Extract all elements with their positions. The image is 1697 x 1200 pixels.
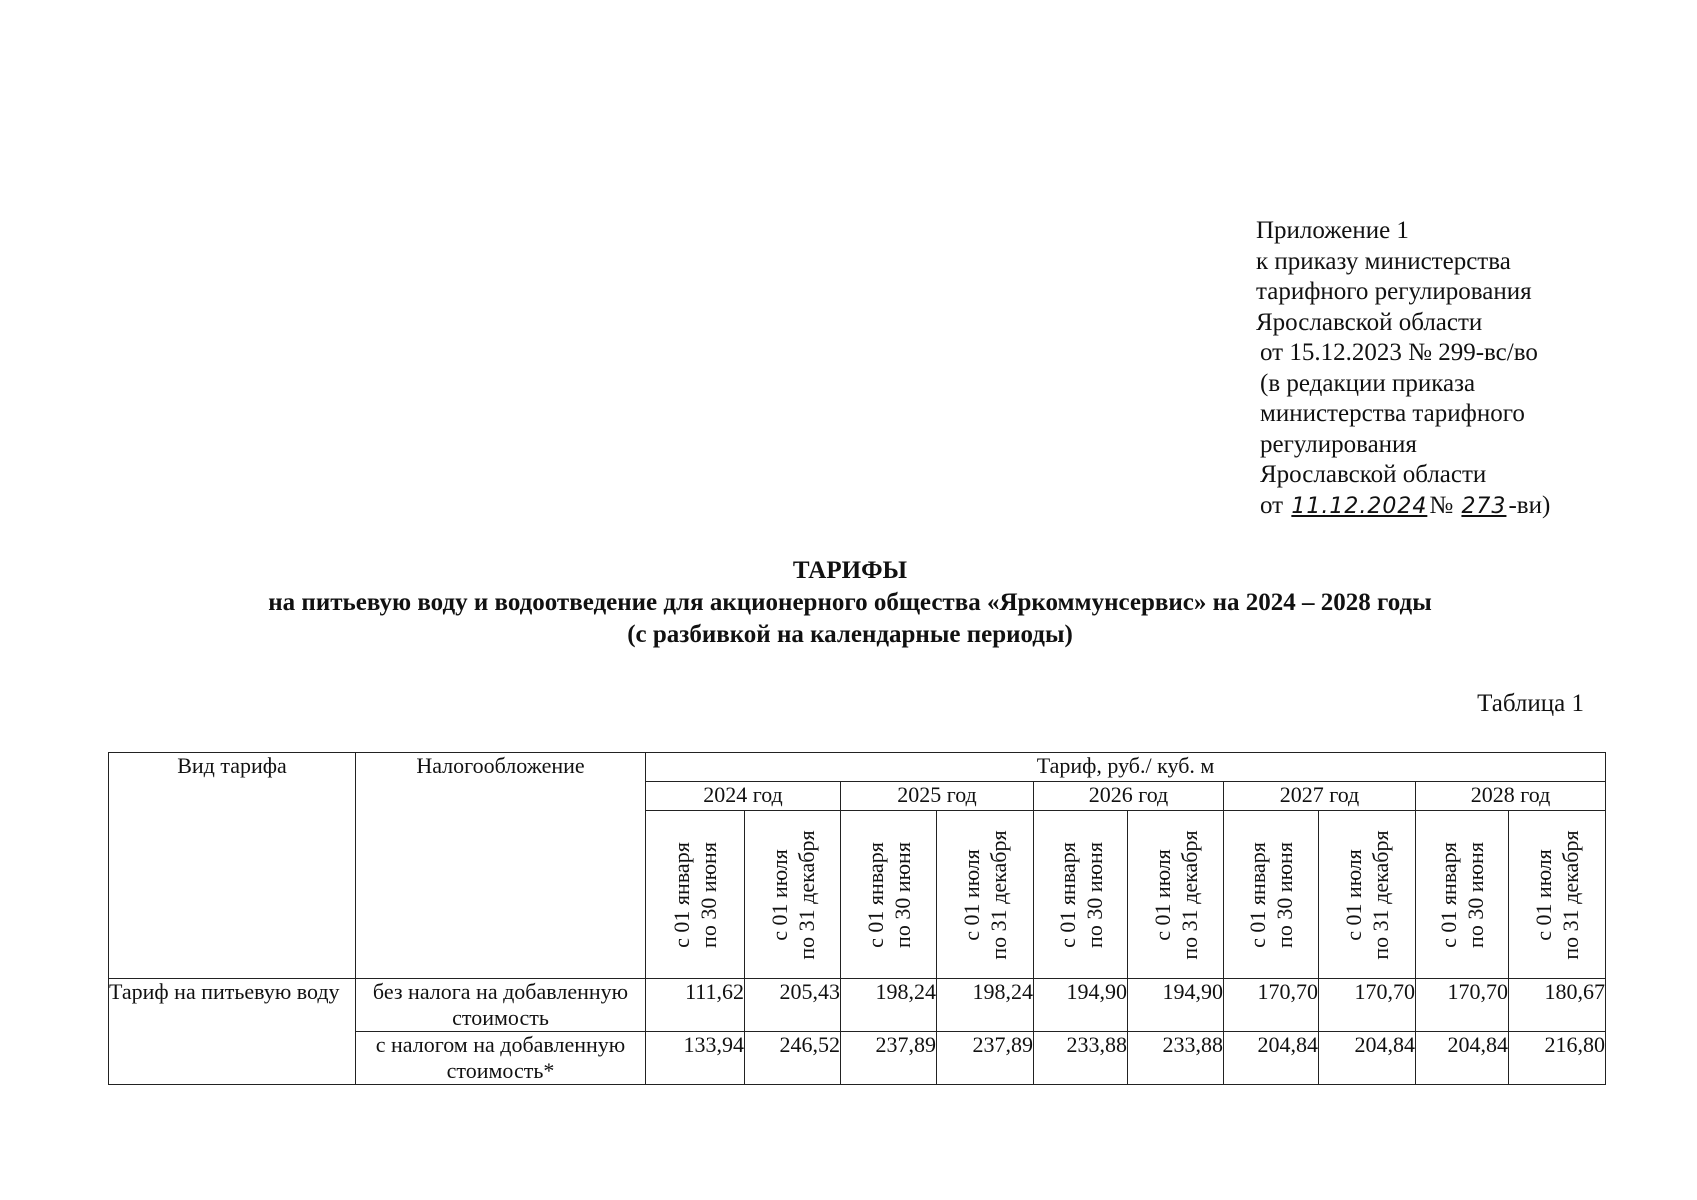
header-taxation: Налогообложение	[356, 753, 646, 979]
header-year: 2028 год	[1416, 782, 1606, 811]
table-row	[109, 979, 1606, 1032]
header-year: 2024 год	[646, 782, 841, 811]
header-period-first-half: с 01 января по 30 июня	[841, 811, 937, 979]
value-cell: 216,80	[1509, 1032, 1606, 1085]
table-label: Таблица 1	[1477, 690, 1584, 717]
value-cell: 233,88	[1128, 1032, 1224, 1085]
header-period-first-half: с 01 января по 30 июня	[1034, 811, 1128, 979]
header-period-second-half: с 01 июля по 31 декабря	[745, 811, 841, 979]
value-cell: 246,52	[745, 1032, 841, 1085]
annex-block	[1256, 216, 1550, 522]
annex-line: Ярославской области	[1260, 461, 1487, 488]
document-subtitle: на питьевую воду и водоотведение для акционерного общества «Яркоммунсервис» на 2024 – 2028 годы	[268, 589, 1432, 616]
header-period-second-half: с 01 июля по 31 декабря	[1128, 811, 1224, 979]
value-cell: 233,88	[1034, 1032, 1128, 1085]
header-tariff-unit: Тариф, руб./ куб. м	[646, 753, 1606, 782]
value-cell: 180,67	[1509, 979, 1606, 1032]
header-period-second-half: с 01 июля по 31 декабря	[937, 811, 1034, 979]
value-cell: 237,89	[937, 1032, 1034, 1085]
header-year: 2027 год	[1224, 782, 1416, 811]
header-period-second-half: с 01 июля по 31 декабря	[1319, 811, 1416, 979]
header-year: 2026 год	[1034, 782, 1224, 811]
annex-line: от 15.12.2023 № 299-вс/во	[1260, 339, 1538, 366]
header-year: 2025 год	[841, 782, 1034, 811]
value-cell: 170,70	[1319, 979, 1416, 1032]
handwritten-number: 273	[1461, 493, 1507, 519]
tariff-kind-cell: Тариф на питьевую воду	[109, 979, 356, 1085]
annex-line: (в редакции приказа	[1260, 369, 1476, 397]
header-period-second-half: с 01 июля по 31 декабря	[1509, 811, 1606, 979]
annex-line: к приказу министерства	[1256, 247, 1511, 275]
tariff-table	[108, 752, 1606, 1085]
value-cell: 198,24	[937, 979, 1034, 1032]
value-cell: 111,62	[646, 979, 745, 1032]
annex-line: регулирования	[1260, 430, 1417, 458]
number-sign: №	[1429, 491, 1454, 519]
value-cell: 204,84	[1224, 1032, 1319, 1085]
value-cell: 198,24	[841, 979, 937, 1032]
value-cell: 133,94	[646, 1032, 745, 1085]
taxation-cell: с налогом на добавленную стоимость*	[356, 1032, 646, 1085]
annex-suffix: -ви)	[1508, 491, 1551, 519]
handwritten-date: 11.12.2024	[1291, 493, 1428, 519]
value-cell: 204,84	[1416, 1032, 1509, 1085]
document-title-block	[100, 555, 1600, 651]
header-period-first-half: с 01 января по 30 июня	[646, 811, 745, 979]
value-cell: 237,89	[841, 1032, 937, 1085]
annex-amendment-line	[1256, 491, 1550, 523]
header-tariff-kind: Вид тарифа	[109, 753, 356, 979]
annex-line: министерства тарифного	[1260, 400, 1525, 427]
header-period-first-half: с 01 января по 30 июня	[1224, 811, 1319, 979]
value-cell: 194,90	[1034, 979, 1128, 1032]
value-cell: 204,84	[1319, 1032, 1416, 1085]
value-cell: 170,70	[1416, 979, 1509, 1032]
value-cell: 194,90	[1128, 979, 1224, 1032]
document-title: ТАРИФЫ	[792, 557, 908, 584]
document-subtitle-period: (с разбивкой на календарные периоды)	[627, 621, 1073, 648]
annex-line: Ярославской области	[1256, 308, 1483, 336]
value-cell: 205,43	[745, 979, 841, 1032]
header-period-first-half: с 01 января по 30 июня	[1416, 811, 1509, 979]
annex-line: тарифного регулирования	[1256, 278, 1532, 305]
value-cell: 170,70	[1224, 979, 1319, 1032]
annex-line: Приложение 1	[1256, 217, 1409, 244]
taxation-cell: без налога на добавленную стоимость	[356, 979, 646, 1032]
annex-prefix: от	[1260, 491, 1284, 519]
